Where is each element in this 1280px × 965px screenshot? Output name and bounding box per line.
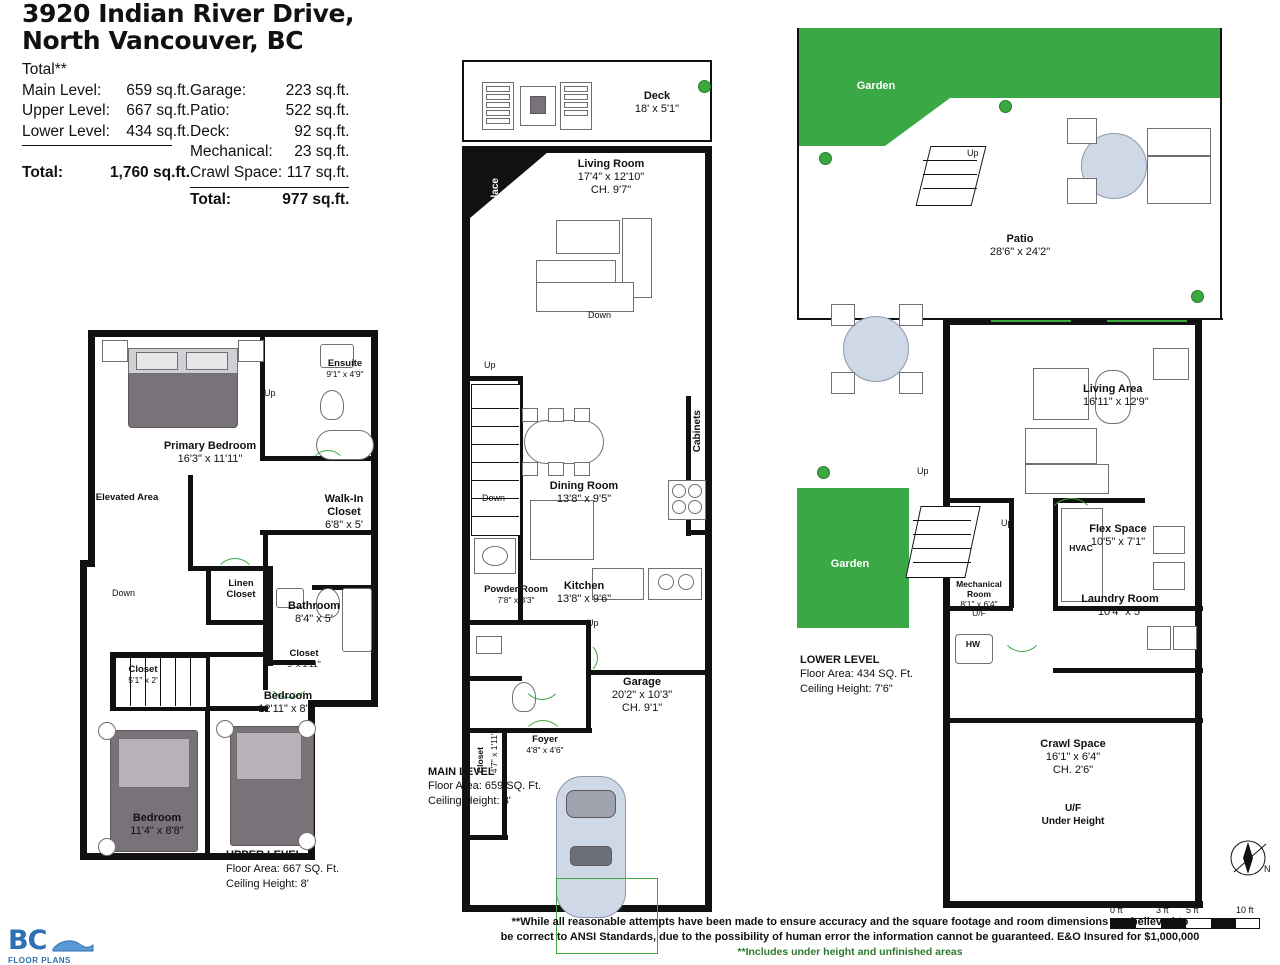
table-row: [22, 163, 349, 184]
room-label-dining-room: Dining Room 13'8" x 9'5": [549, 480, 619, 505]
disclaimer-note: **While all reasonable attempts have been made to ensure accuracy and the square footage and room dimensions are believed to be correct to ANSI Standards, due to the possibility of human error the information cannot be guaranteed. E&O Insured for $1,000,000 **Includes under height and unfinished areas: [500, 916, 1200, 958]
logo-subtext: FLOOR PLANS: [8, 956, 71, 965]
logo-text: BC: [8, 925, 47, 956]
area-summary-header: Total**: [22, 61, 67, 78]
garden-label-bottom: Garden: [830, 558, 870, 570]
area-value: 92 sq.ft.: [294, 122, 350, 140]
room-label-ensuite: Ensuite 9'1" x 4'9": [326, 358, 364, 380]
area-label: Lower Level:: [22, 122, 110, 140]
area-value: 117 sq.ft.: [286, 164, 350, 182]
room-label-closet: Closet 4'7" x 1'11": [475, 732, 500, 774]
room-label-patio: Patio 28'6" x 24'2": [989, 233, 1051, 258]
room-label-crawl-space: Crawl Space 16'1" x 6'4" CH. 2'6": [1040, 738, 1106, 776]
main-level-caption: MAIN LEVEL Floor Area: 659 SQ. Ft. Ceiling Height: 8': [428, 766, 542, 807]
scale-tick-3: 10 ft: [1236, 905, 1254, 915]
room-label-powder-room: Powder Room 7'8" x 3'3": [484, 584, 548, 606]
lower-level-floorplan: [795, 28, 1275, 898]
room-label-living-room: Living Room 17'4" x 12'10" CH. 9'7": [577, 158, 645, 196]
property-address-line2: North Vancouver, BC: [22, 26, 304, 55]
upper-level-floorplan: [80, 330, 390, 890]
area-value: 667 sq.ft.: [126, 102, 191, 120]
stairs-up-label: Up: [264, 388, 276, 398]
room-label-mechanical-room: Mechanical Room 8'1" x 6'4" U/F: [956, 579, 1002, 619]
area-value: 659 sq.ft.: [126, 81, 191, 99]
area-label: Patio:: [190, 102, 230, 120]
stairs-down-label-main: Down: [482, 493, 506, 503]
area-label: Mechanical:: [190, 143, 273, 161]
cabinets-label: Cabinets: [692, 410, 703, 453]
scale-tick-2: 5 ft: [1186, 905, 1199, 915]
area-total-value: 977 sq.ft.: [282, 190, 350, 208]
room-label-kitchen: Kitchen 13'8" x 9'6": [556, 580, 612, 605]
up-label-stairs-right: Up: [1001, 518, 1013, 528]
hvac-label: HVAC: [1069, 543, 1093, 553]
fireplace-label: Fireplace: [490, 178, 501, 222]
up-label-stairs-left: Up: [917, 466, 929, 476]
upper-level-caption: UPPER LEVEL Floor Area: 667 SQ. Ft. Ceiling Height: 8': [226, 849, 340, 890]
property-address-line1: 3920 Indian River Drive,: [22, 0, 355, 28]
up-label-patio: Up: [967, 148, 979, 158]
scale-tick-0: 0 ft: [1110, 905, 1123, 915]
table-row: [22, 101, 349, 122]
stairs-up-label-main: Up: [484, 360, 496, 370]
area-label: Deck:: [190, 122, 230, 140]
area-total-value: 1,760 sq.ft.: [109, 164, 191, 182]
area-total-label: Total:: [190, 190, 232, 208]
room-label-elevated-area: Elevated Area: [95, 492, 159, 503]
room-label-primary-bedroom: Primary Bedroom 16'3" x 11'11": [163, 440, 257, 465]
room-label-bedroom-2: Bedroom 12'11" x 8'5": [258, 690, 318, 715]
area-value: 522 sq.ft.: [285, 102, 350, 120]
garden-label-top: Garden: [856, 80, 896, 92]
area-summary-table: [22, 60, 442, 210]
area-value: 23 sq.ft.: [294, 143, 350, 161]
table-row: [22, 142, 349, 163]
compass-rose: [1228, 838, 1272, 882]
area-label: Main Level:: [22, 81, 102, 99]
area-label: Garage:: [190, 81, 247, 99]
room-label-closet-left: Closet 5'1" x 2': [128, 664, 158, 686]
area-value: 223 sq.ft.: [285, 81, 350, 99]
area-label: Crawl Space:: [190, 164, 283, 182]
room-label-laundry-room: Laundry Room 10'4" x 5': [1081, 593, 1159, 618]
room-label-linen-closet: Linen Closet: [226, 578, 256, 601]
room-label-garage: Garage 20'2" x 10'3" CH. 9'1": [611, 676, 673, 714]
table-row: [22, 122, 349, 143]
room-label-bathroom: Bathroom 8'4" x 5': [288, 600, 340, 625]
up-label-foyer: Up: [587, 618, 599, 628]
room-label-flex-space: Flex Space 10'5" x 7'1": [1089, 523, 1147, 548]
table-row: [22, 81, 349, 102]
scale-tick-1: 3 ft: [1156, 905, 1169, 915]
area-label: Upper Level:: [22, 102, 110, 120]
table-row: [22, 190, 349, 211]
down-label-living: Down: [588, 310, 612, 320]
lower-level-caption: LOWER LEVEL Floor Area: 434 SQ. Ft. Ceiling Height: 7'6": [800, 654, 914, 695]
area-total-label: Total:: [22, 164, 64, 182]
compass-north-label: N: [1264, 864, 1271, 874]
room-label-foyer: Foyer 4'8" x 4'6": [526, 734, 564, 756]
room-label-walkin-closet: Walk-In Closet 6'8" x 5': [324, 493, 364, 531]
stairs-down-label: Down: [112, 588, 136, 598]
area-value: 434 sq.ft.: [126, 122, 191, 140]
room-label-living-area: Living Area 16'11" x 12'9": [1083, 383, 1149, 408]
company-logo: [8, 925, 128, 965]
title-block: [22, 0, 442, 210]
crawl-space-notes: U/F Under Height: [1041, 803, 1105, 827]
room-label-closet-small: Closet 5' x 1'11": [287, 648, 321, 670]
room-label-deck: Deck 18' x 5'1": [634, 90, 680, 115]
room-label-bedroom-3: Bedroom 11'4" x 8'8": [130, 812, 184, 837]
hot-water-label: HW: [965, 639, 981, 649]
